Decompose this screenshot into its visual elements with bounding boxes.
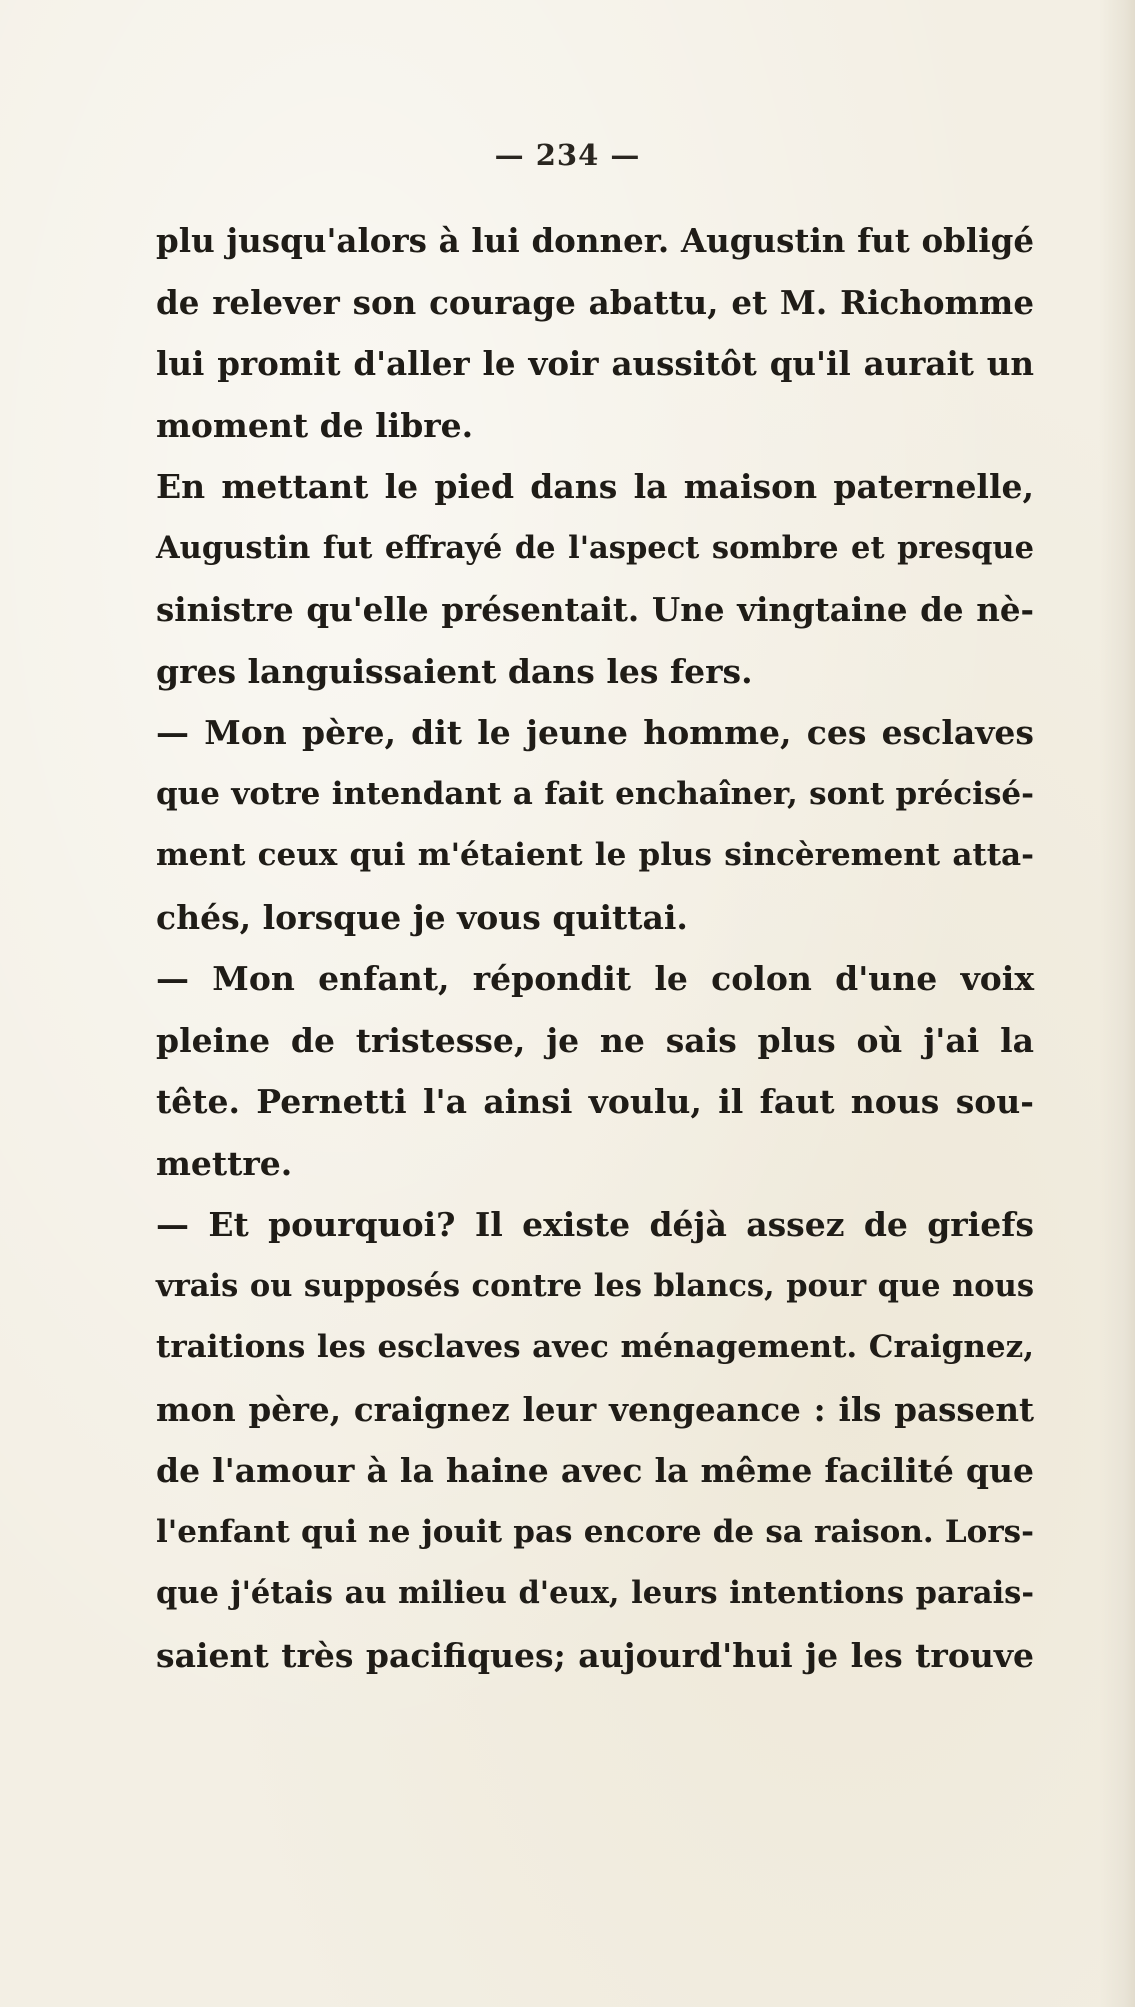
text-line: l'enfant qui ne jouit pas encore de sa raison. Lors- xyxy=(156,1513,1034,1550)
text-line: vrais ou supposés contre les blancs, pour que nous xyxy=(156,1267,1034,1304)
text-line: moment de libre. xyxy=(156,405,474,445)
page-number: — 234 — xyxy=(494,138,641,172)
text-line: sinistre qu'elle présentait. Une vingtaine de nè- xyxy=(156,590,1034,629)
text-line: que votre intendant a fait enchaîner, sont précisé- xyxy=(156,775,1034,812)
text-line: chés, lorsque je vous quittai. xyxy=(156,897,688,937)
text-line: lui promit d'aller le voir aussitôt qu'il aurait un xyxy=(156,344,1034,383)
text-line: plu jusqu'alors à lui donner. Augustin fut obligé xyxy=(156,221,1034,260)
page-edge-shadow xyxy=(1099,0,1135,2007)
text-line: de l'amour à la haine avec la même facilité que xyxy=(156,1451,1034,1490)
text-line: saient très pacifiques; aujourd'hui je les trouve xyxy=(156,1635,1034,1675)
text-line: gres languissaient dans les fers. xyxy=(156,651,753,691)
text-line: de relever son courage abattu, et M. Richomme xyxy=(156,282,1034,322)
text-line: pleine de tristesse, je ne sais plus où j'ai la xyxy=(156,1020,1034,1060)
text-line: mon père, craignez leur vengeance : ils passent xyxy=(156,1389,1034,1429)
text-line: mettre. xyxy=(156,1143,293,1183)
text-line: En mettant le pied dans la maison paternelle, xyxy=(156,467,1034,506)
text-line: tête. Pernetti l'a ainsi voulu, il faut nous sou- xyxy=(156,1082,1034,1121)
text-line: traitions les esclaves avec ménagement. Craignez, xyxy=(156,1329,1034,1365)
text-line: Augustin fut effrayé de l'aspect sombre et presque xyxy=(156,529,1034,566)
text-line: — Mon enfant, répondit le colon d'une voix xyxy=(156,959,1034,998)
text-line: — Mon père, dit le jeune homme, ces esclaves xyxy=(156,713,1034,752)
text-line: que j'étais au milieu d'eux, leurs intentions parais- xyxy=(156,1575,1034,1611)
text-line: — Et pourquoi? Il existe déjà assez de griefs xyxy=(156,1205,1034,1244)
text-line: ment ceux qui m'étaient le plus sincèrement atta- xyxy=(156,837,1034,873)
body-text xyxy=(156,210,1034,1686)
